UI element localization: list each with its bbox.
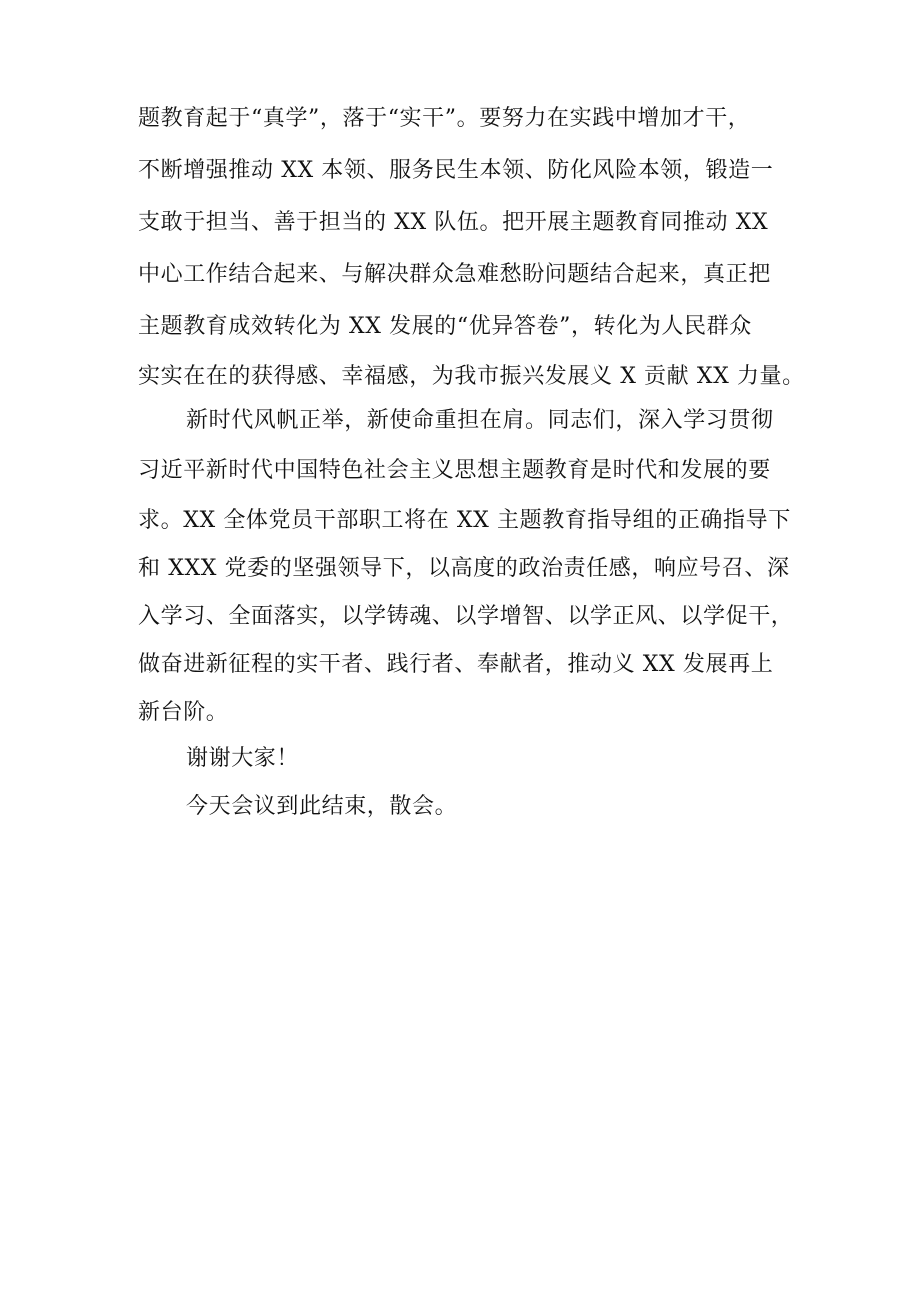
paragraph-1-line-5: 主题教育成效转化为 XX 发展的“优异答卷”，转化为人民群众 — [138, 314, 752, 339]
paragraph-1-line-2: 不断增强推动 XX 本领、服务民生本领、防化风险本领，锻造一 — [138, 158, 774, 183]
paragraph-1-line-6: 实实在在的获得感、幸福感，为我市振兴发展义 X 贡献 XX 力量。 — [138, 364, 805, 389]
paragraph-2-line-4: 和 XXX 党委的坚强领导下，以高度的政治责任感，响应号召、深 — [138, 556, 790, 581]
thanks-line: 谢谢大家！ — [186, 746, 300, 771]
paragraph-2-line-2: 习近平新时代中国特色社会主义思想主题教育是时代和发展的要 — [138, 458, 771, 483]
closing-line: 今天会议到此结束，散会。 — [186, 794, 458, 819]
paragraph-2-line-7: 新台阶。 — [138, 700, 229, 725]
paragraph-1-line-4: 中心工作结合起来、与解决群众急难愁盼问题结合起来，真正把 — [138, 262, 771, 287]
paragraph-2-line-5: 入学习、全面落实，以学铸魂、以学增智、以学正风、以学促干， — [138, 604, 794, 629]
paragraph-1-line-3: 支敢于担当、善于担当的 XX 队伍。把开展主题教育同推动 XX — [138, 210, 769, 235]
paragraph-2-line-3: 求。XX 全体党员干部职工将在 XX 主题教育指导组的正确指导下 — [138, 508, 791, 533]
paragraph-2-line-6: 做奋进新征程的实干者、践行者、奉献者，推动义 XX 发展再上 — [138, 652, 774, 677]
paragraph-1-line-1: 题教育起于“真学”，落于“实干”。要努力在实践中增加才干， — [138, 106, 751, 131]
paragraph-2-line-1: 新时代风帆正举，新使命重担在肩。同志们，深入学习贯彻 — [186, 408, 774, 433]
